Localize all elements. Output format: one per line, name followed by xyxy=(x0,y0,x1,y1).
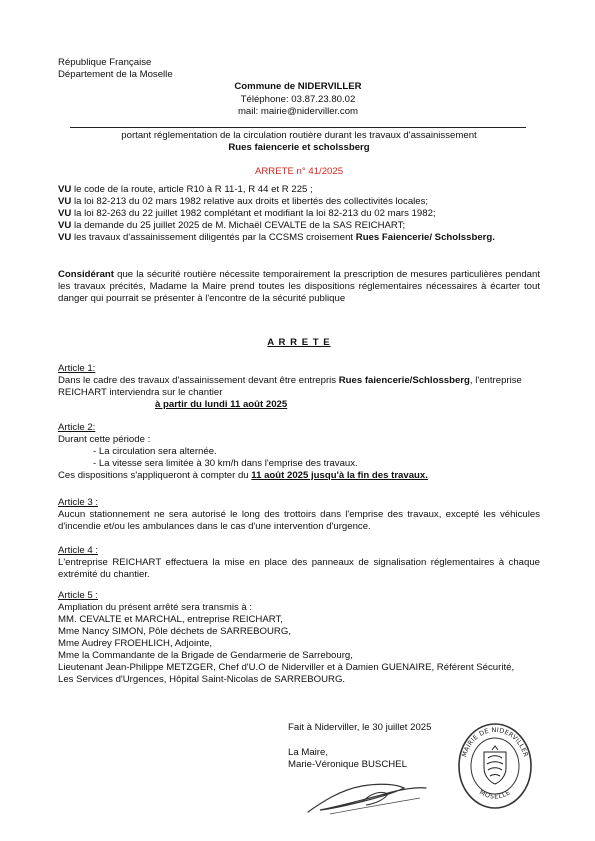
handwritten-signature xyxy=(300,772,445,818)
arrete-heading: A R R E T E xyxy=(267,337,331,348)
article-5-line: MM. CEVALTE et MARCHAL, entreprise REICHART, xyxy=(58,614,283,625)
mairie-stamp xyxy=(456,720,534,812)
vu-item: VU la loi 82-213 du 02 mars 1982 relative aux droits et libertés des collectivités locales; xyxy=(58,196,429,207)
article-5-line: Lieutenant Jean-Philippe METZGER, Chef d'U.O de Niderviller et à Damien GUENAIRE, Référent Sécurité, xyxy=(58,662,515,673)
arrete-number: ARRETE n° 41/2025 xyxy=(254,166,344,177)
vu-item: VU le code de la route, article R10 à R 11-1, R 44 et R 225 ; xyxy=(58,184,313,195)
article-1-text: Dans le cadre des travaux d'assainissement devant être entrepris Rues faiencerie/Schlossberg, l'entreprise REICHART interviendra sur le chantier xyxy=(58,375,522,398)
article-2-title: Article 2: xyxy=(58,422,96,433)
stamp-bottom-text: MOSELLE xyxy=(477,788,513,801)
vu-block xyxy=(58,184,540,244)
republic-label: République Française xyxy=(58,57,152,68)
commune-phone: Téléphone: 03.87.23.80.02 xyxy=(240,94,356,105)
article-4-text: L'entreprise REICHART effectuera la mise en place des panneaux de signalisation réglementaires à chaque extrémité du chantier. xyxy=(58,557,540,580)
svg-text:MOSELLE xyxy=(478,788,512,800)
article-2-apply: Ces dispositions s'appliqueront à compter du 11 août 2025 jusqu'à la fin des travaux. xyxy=(58,470,428,481)
article-2-item: - La vitesse sera limitée à 30 km/h dans l'emprise des travaux. xyxy=(93,458,358,469)
article-1-date: à partir du lundi 11 août 2025 xyxy=(155,399,288,410)
commune-email: mail: mairie@niderviller.com xyxy=(237,106,359,117)
article-5-line: Ampliation du présent arrêté sera transmis à : xyxy=(58,602,253,613)
article-1-title: Article 1: xyxy=(58,363,96,374)
subject-line-2: Rues faiencerie et scholssberg xyxy=(228,142,370,153)
article-5-line: Les Services d'Urgences, Hôpital Saint-Nicolas de SARREBOURG. xyxy=(58,674,346,685)
article-5-line: Mme Audrey FROEHLICH, Adjointe, xyxy=(58,638,213,649)
svg-text:MAIRIE DE NIDERVILLER xyxy=(460,726,530,758)
article-4-title: Article 4 : xyxy=(58,545,98,556)
commune-name: Commune de NIDERVILLER xyxy=(234,81,362,92)
article-5-title: Article 5 : xyxy=(58,590,98,601)
article-5-line: Mme Nancy SIMON, Pôle déchets de SARREBOURG, xyxy=(58,626,291,637)
header-divider xyxy=(70,127,526,128)
mayor-title: La Maire, xyxy=(288,747,328,758)
vu-item: VU la loi 82-263 du 22 juillet 1982 complétant et modifiant la loi 82-213 du 02 mars 1982; xyxy=(58,208,436,219)
place-date: Fait à Niderviller, le 30 juillet 2025 xyxy=(288,722,432,733)
mayor-name: Marie-Véronique BUSCHEL xyxy=(288,759,407,770)
article-3-title: Article 3 : xyxy=(58,497,98,508)
article-3-text: Aucun stationnement ne sera autorisé le long des trottoirs dans l'emprise des travaux, excepté les véhicules d'incendie et/ou les ambulances dans le cas d'une intervention d'urgence. xyxy=(58,509,540,532)
article-3 xyxy=(58,497,540,533)
article-5-line: Mme la Commandante de la Brigade de Gendarmerie de Sarrebourg, xyxy=(58,650,353,661)
article-2-item: - La circulation sera alternée. xyxy=(93,446,217,457)
considerant-paragraph: Considérant que la sécurité routière nécessite temporairement la prescription de mesures particulières pendant les travaux précités, Madame la Maire prend toutes les dispositions réglementaires nécessaires à écarter tout danger qui pourrait se présenter à l'encontre de la sécurité publique xyxy=(58,269,540,304)
article-1 xyxy=(58,363,540,411)
vu-item: VU la demande du 25 juillet 2025 de M. Michaël CEVALTE de la SAS REICHART; xyxy=(58,220,406,231)
article-2 xyxy=(58,422,540,482)
article-4 xyxy=(58,545,540,581)
subject-line-1: portant réglementation de la circulation routière durant les travaux d'assainissement xyxy=(121,130,477,141)
article-5 xyxy=(58,590,540,686)
article-2-intro: Durant cette période : xyxy=(58,434,151,445)
stamp-top-text: MAIRIE DE NIDERVILLER xyxy=(460,725,530,759)
vu-item: VU les travaux d'assainissement diligentés par la CCSMS croisement Rues Faiencerie/ Scholssberg. xyxy=(58,232,495,243)
department-label: Département de la Moselle xyxy=(58,69,173,80)
